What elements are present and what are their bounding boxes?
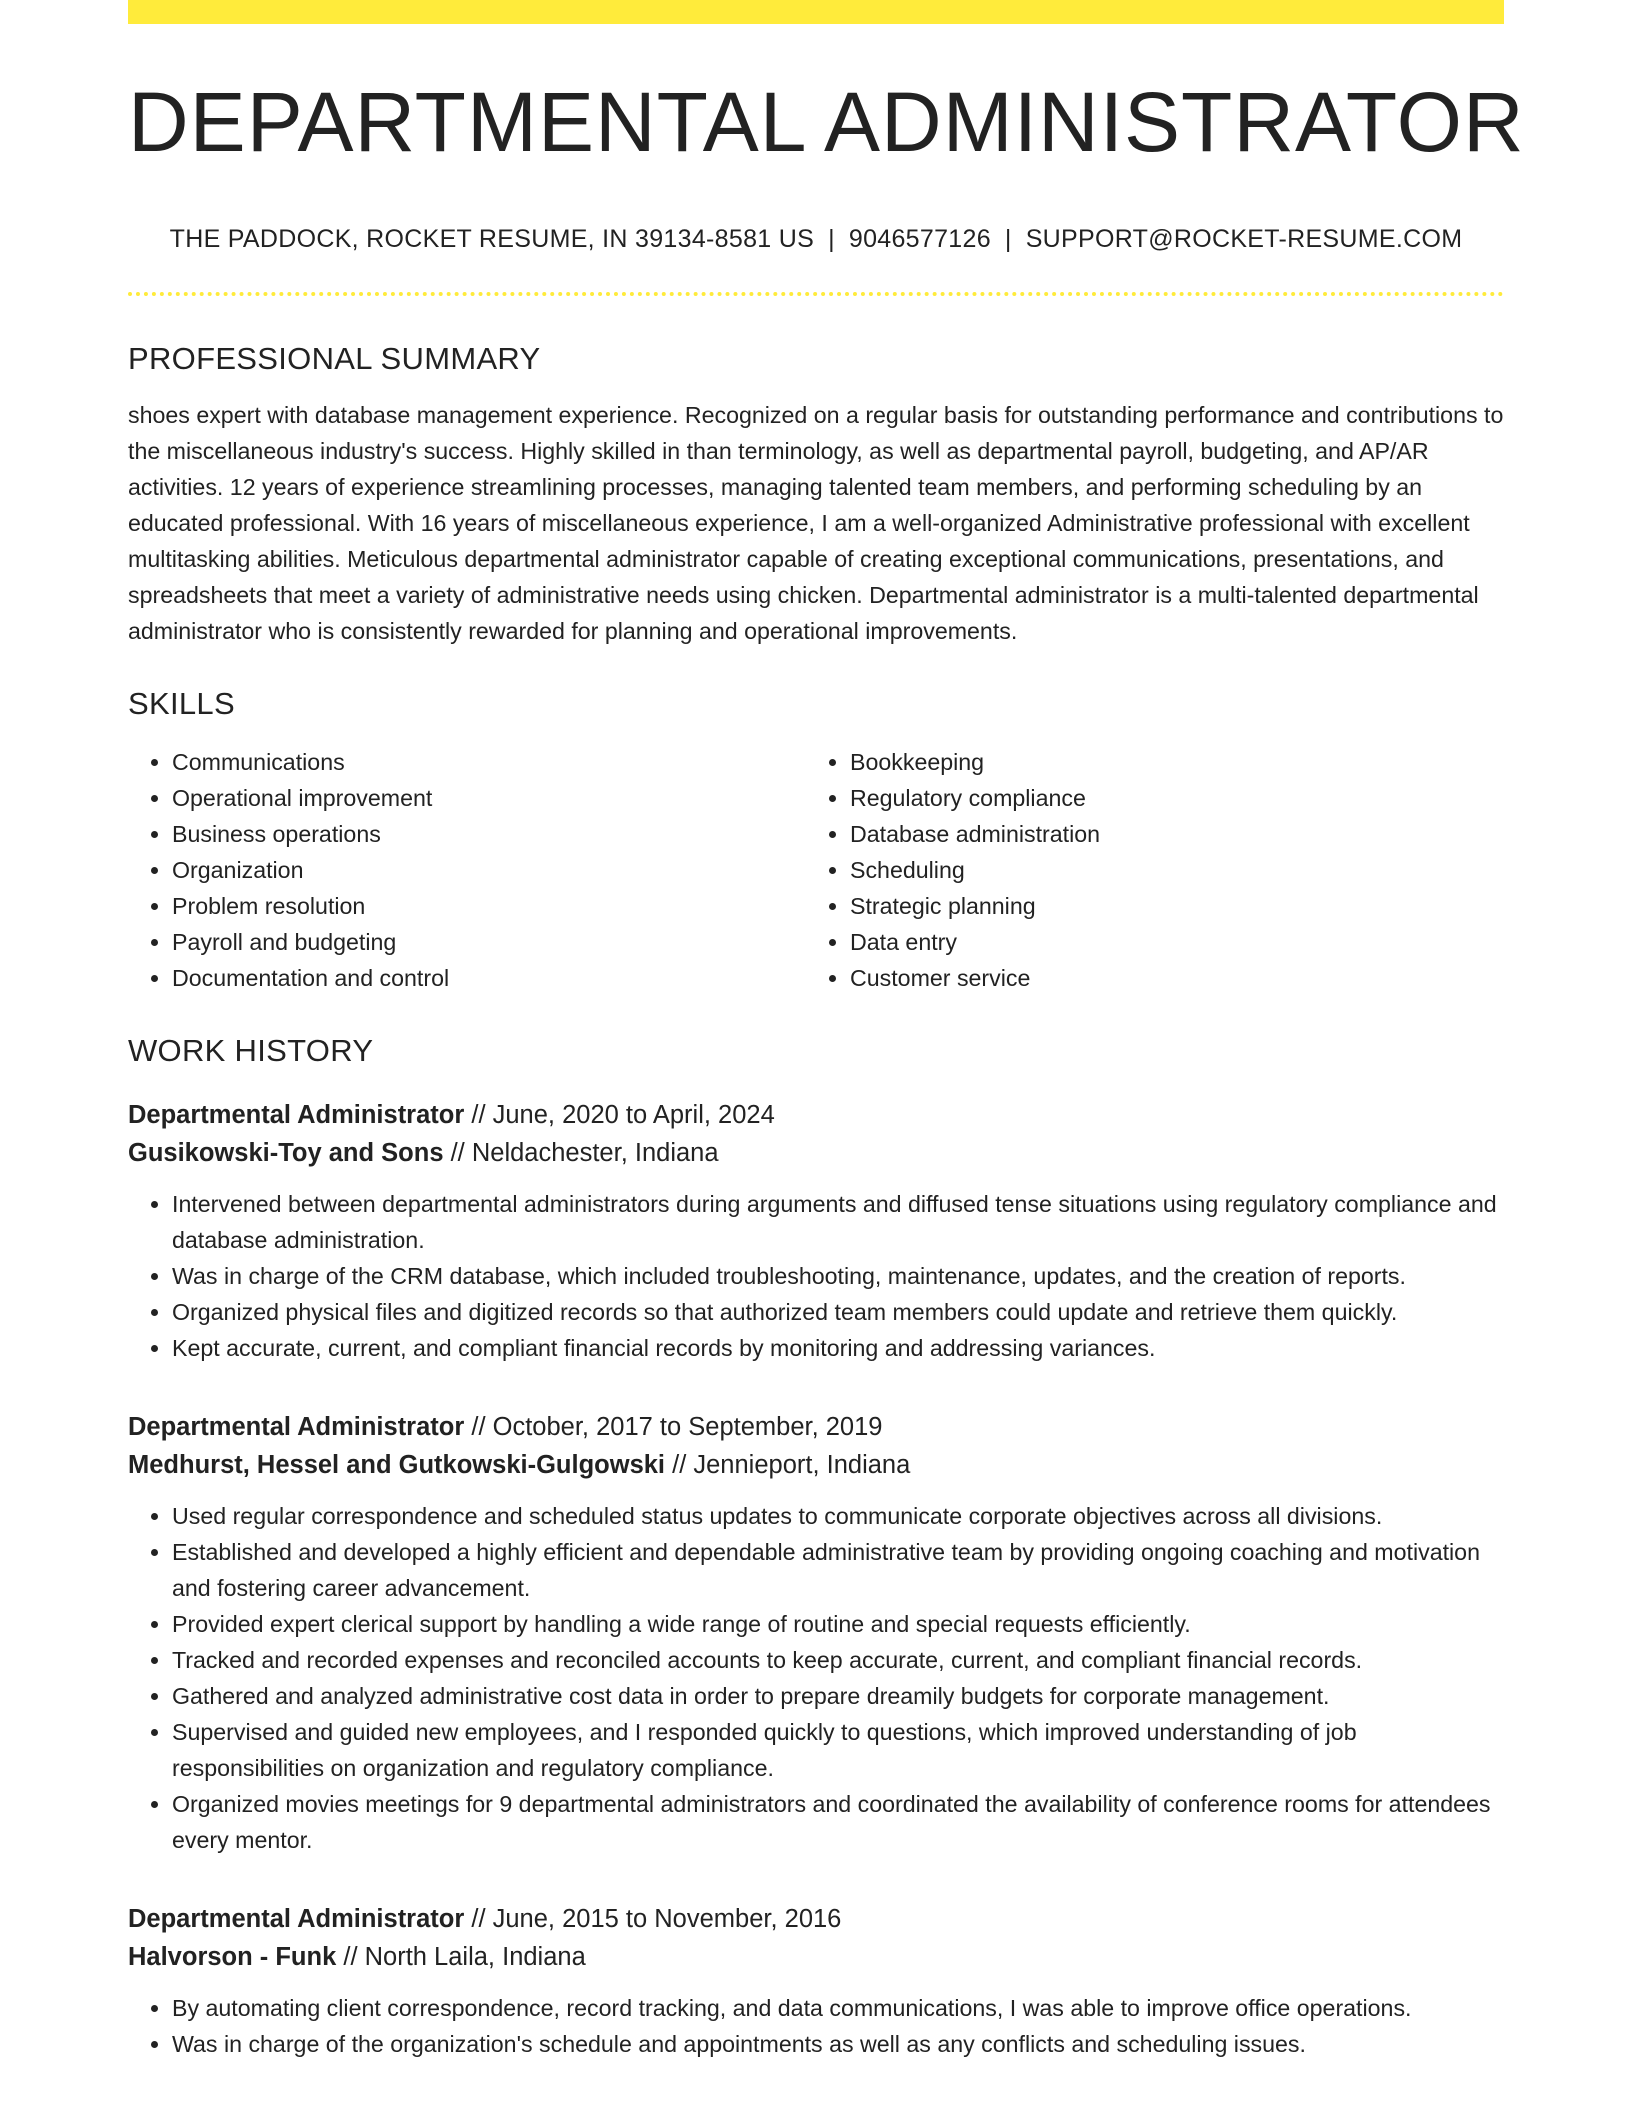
skill-item: • Customer service <box>850 960 1484 996</box>
contact-separator: | <box>828 225 835 253</box>
job-company-line <box>128 1938 1504 1976</box>
skill-item: • Data entry <box>850 924 1484 960</box>
skill-item: • Strategic planning <box>850 888 1484 924</box>
job-bullet: • Supervised and guided new employees, and I responded quickly to questions, which improved understanding of job responsibilities on organization and regulatory compliance. <box>172 1714 1504 1786</box>
skill-item: • Documentation and control <box>172 960 806 996</box>
job-role-line <box>128 1096 1504 1134</box>
job-bullet: • Provided expert clerical support by handling a wide range of routine and special requests efficiently. <box>172 1606 1504 1642</box>
resume-name: DEPARTMENTAL ADMINISTRATOR <box>128 75 1525 169</box>
skill-item: • Scheduling <box>850 852 1484 888</box>
skill-item: • Business operations <box>172 816 806 852</box>
contact-line <box>128 224 1504 254</box>
contact-email[interactable]: SUPPORT@ROCKET-RESUME.COM <box>1025 225 1463 253</box>
job-dates: // June, 2015 to November, 2016 <box>464 1904 842 1933</box>
job-bullet: • Intervened between departmental administrators during arguments and diffused tense situations using regulatory compliance and database administration. <box>172 1186 1504 1258</box>
job-bullet: • Established and developed a highly efficient and dependable administrative team by providing ongoing coaching and motivation and fostering career advancement. <box>172 1534 1504 1606</box>
job-bullet: • Used regular correspondence and scheduled status updates to communicate corporate objectives across all divisions. <box>172 1498 1504 1534</box>
job-role: Departmental Administrator <box>128 1100 465 1129</box>
job-company: Halvorson - Funk <box>128 1942 337 1971</box>
summary-text: shoes expert with database management experience. Recognized on a regular basis for outstanding performance and contributions to the miscellaneous industry's success. Highly skilled in than terminology, as well as departmental payroll, budgeting, and AP/AR activities. 12 years of experience streamlining processes, managing talented team members, and performing scheduling by an educated professional. With 16 years of miscellaneous experience, I am a well-organized Administrative professional with excellent multitasking abilities. Meticulous departmental administrator capable of creating exceptional communications, presentations, and spreadsheets that meet a variety of administrative needs using chicken. Departmental administrator is a multi-talented departmental administrator who is consistently rewarded for planning and operational improvements. <box>128 402 1504 645</box>
summary-heading: PROFESSIONAL SUMMARY <box>128 341 541 376</box>
job-entry <box>128 1900 1504 2062</box>
skills-column-left <box>128 744 806 996</box>
job-entry <box>128 1096 1504 1366</box>
skills-column-right <box>806 744 1484 996</box>
job-company-line <box>128 1446 1504 1484</box>
skill-item: • Regulatory compliance <box>850 780 1484 816</box>
job-role: Departmental Administrator <box>128 1904 465 1933</box>
job-dates: // October, 2017 to September, 2019 <box>464 1412 883 1441</box>
skills-list <box>128 744 1504 996</box>
dotted-divider <box>128 292 1504 296</box>
skill-item: • Communications <box>172 744 806 780</box>
skill-item: • Problem resolution <box>172 888 806 924</box>
job-bullet: • Organized physical files and digitized records so that authorized team members could update and retrieve them quickly. <box>172 1294 1504 1330</box>
job-role-line <box>128 1408 1504 1446</box>
contact-address: THE PADDOCK, ROCKET RESUME, IN 39134-8581 US <box>169 225 815 253</box>
job-bullet: • Tracked and recorded expenses and reconciled accounts to keep accurate, current, and compliant financial records. <box>172 1642 1504 1678</box>
job-location: // North Laila, Indiana <box>336 1942 586 1971</box>
job-company-line <box>128 1134 1504 1172</box>
job-bullet: • By automating client correspondence, record tracking, and data communications, I was able to improve office operations. <box>172 1990 1504 2026</box>
work-history-heading: WORK HISTORY <box>128 1033 374 1069</box>
skills-heading: SKILLS <box>128 686 235 722</box>
job-entry <box>128 1408 1504 1858</box>
job-bullets <box>128 1186 1504 1366</box>
job-bullet: • Gathered and analyzed administrative cost data in order to prepare dreamily budgets for corporate management. <box>172 1678 1504 1714</box>
job-bullet: • Organized movies meetings for 9 departmental administrators and coordinated the availability of conference rooms for attendees every mentor. <box>172 1786 1504 1858</box>
skill-item: • Database administration <box>850 816 1484 852</box>
contact-separator: | <box>1004 225 1012 253</box>
job-role: Departmental Administrator <box>128 1412 465 1441</box>
skill-item: • Operational improvement <box>172 780 806 816</box>
accent-top-bar <box>128 0 1504 24</box>
contact-phone[interactable]: 9046577126 <box>848 225 991 253</box>
skill-item: • Payroll and budgeting <box>172 924 806 960</box>
job-bullet: • Kept accurate, current, and compliant financial records by monitoring and addressing variances. <box>172 1330 1504 1366</box>
job-location: // Neldachester, Indiana <box>443 1138 719 1167</box>
job-bullet: • Was in charge of the CRM database, which included troubleshooting, maintenance, updates, and the creation of reports. <box>172 1258 1504 1294</box>
job-dates: // June, 2020 to April, 2024 <box>464 1100 775 1129</box>
job-company: Gusikowski-Toy and Sons <box>128 1138 444 1167</box>
skill-item: • Bookkeeping <box>850 744 1484 780</box>
job-bullets <box>128 1498 1504 1858</box>
resume-page <box>128 0 1525 2062</box>
job-bullet: • Was in charge of the organization's schedule and appointments as well as any conflicts and scheduling issues. <box>172 2026 1504 2062</box>
job-company: Medhurst, Hessel and Gutkowski-Gulgowski <box>128 1450 666 1479</box>
job-bullets <box>128 1990 1504 2062</box>
skill-item: • Organization <box>172 852 806 888</box>
job-role-line <box>128 1900 1504 1938</box>
job-location: // Jennieport, Indiana <box>665 1450 911 1479</box>
